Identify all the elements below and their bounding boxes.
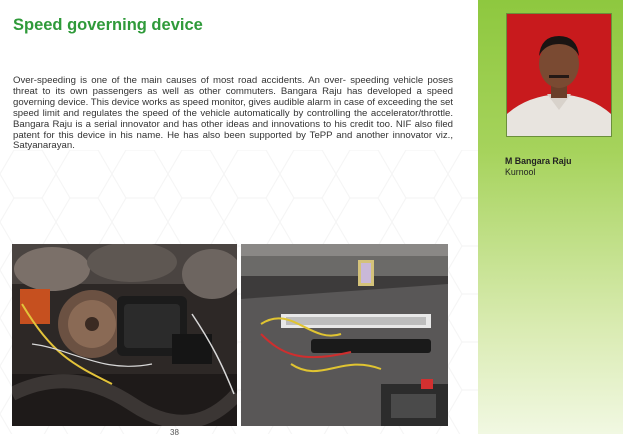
innovator-location: Kurnool — [505, 167, 536, 177]
innovator-name: M Bangara Raju — [505, 156, 572, 166]
sidebar-panel — [478, 0, 623, 434]
innovator-portrait — [506, 13, 612, 137]
page-number: 38 — [170, 428, 179, 437]
article-body: Over-speeding is one of the main causes of most road accidents. An over- speeding vehicle poses threat to its own passengers as well as other commuters. Bangara Raju has developed a speed governing device. This device works as speed monitor, gives audible alarm in case of exceeding the set speed limit and regulates the speed of the vehicle automatically by controlling the accelerator/throttle. Bangara Raju is a serial innovator and has other ideas and innovations to his credit too. NIF also filed patent for this device in his name. He has also been supported by TePP and another innovator viz., Satyanarayan. — [13, 75, 453, 152]
device-motor-photo — [12, 244, 237, 426]
dashboard-wiring-photo — [241, 244, 448, 426]
article-title: Speed governing device — [13, 16, 203, 34]
